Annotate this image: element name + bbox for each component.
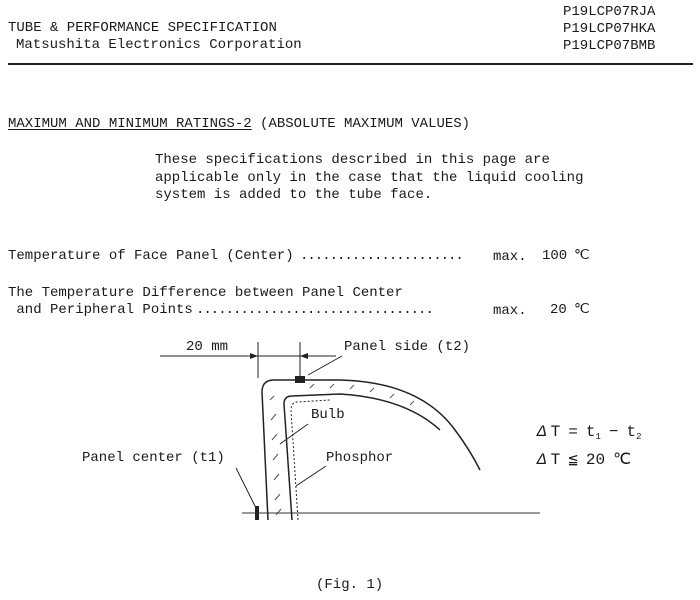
rating-difference-label-cont: and Peripheral Points	[8, 302, 193, 318]
figure-caption: (Fig. 1)	[316, 577, 384, 593]
dimension-label: 20 mm	[186, 339, 229, 355]
rating-value: 100	[542, 248, 568, 264]
rating-value: 20	[550, 302, 567, 318]
panel-center-label: Panel center (t1)	[82, 450, 225, 466]
model-number: P19LCP07BMB	[563, 38, 656, 54]
rating-face-panel-label: Temperature of Face Panel (Center)	[8, 248, 294, 264]
bulb-label: Bulb	[311, 407, 345, 423]
model-number: P19LCP07RJA	[563, 4, 656, 20]
panel-side-label: Panel side (t2)	[344, 339, 471, 355]
delta-t-limit: Δ T ≦ 20 ℃	[537, 451, 632, 469]
note-line: These specifications described in this page are	[155, 152, 550, 168]
rating-difference-label: The Temperature Difference between Panel Center	[8, 285, 403, 301]
rating-unit: ℃	[574, 248, 590, 264]
note-line: applicable only in the case that the liquid cooling	[155, 169, 584, 186]
rating-unit: ℃	[574, 302, 590, 318]
leader-line	[236, 468, 256, 508]
section-title-rest: (ABSOLUTE MAXIMUM VALUES)	[251, 116, 471, 132]
leader-dots: ......................	[300, 248, 463, 264]
rating-limit: max.	[493, 249, 527, 265]
document-title: TUBE & PERFORMANCE SPECIFICATION	[8, 20, 277, 36]
leader-line	[280, 424, 308, 444]
leader-line	[296, 466, 326, 486]
model-number: P19LCP07HKA	[563, 21, 656, 37]
leader-line	[308, 356, 342, 375]
note-line: system is added to the tube face.	[155, 187, 433, 203]
company-name: Matsushita Electronics Corporation	[16, 37, 302, 53]
rating-limit: max.	[493, 303, 527, 319]
section-title-underlined: MAXIMUM AND MINIMUM RATINGS-2	[8, 116, 252, 132]
leader-dots: ................................	[196, 302, 433, 318]
delta-t-definition: Δ T = t1 − t2	[537, 423, 642, 442]
arrowhead	[250, 353, 258, 359]
arrowhead	[300, 353, 308, 359]
phosphor-label: Phosphor	[326, 450, 394, 466]
